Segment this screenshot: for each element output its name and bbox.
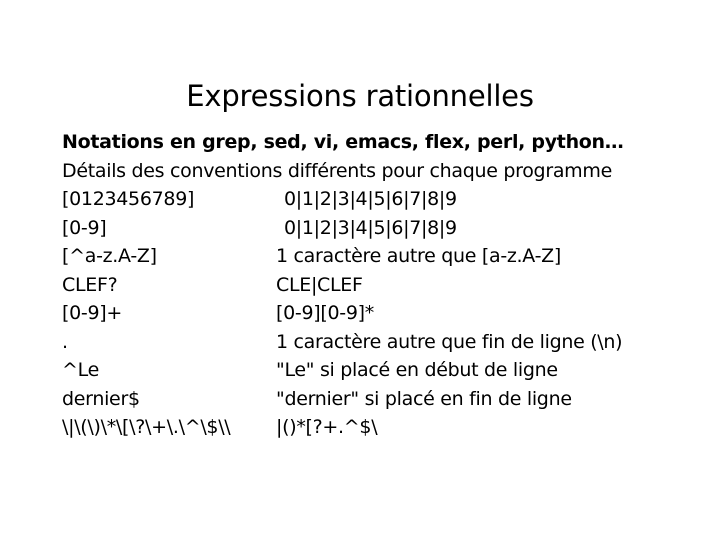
regex-pattern: \|\(\)\*\[\?\+\.\^\$\\ — [62, 416, 231, 438]
regex-pattern: . — [62, 330, 68, 353]
regex-row — [62, 328, 702, 357]
regex-pattern: [0123456789] — [62, 188, 195, 210]
slide-title: Expressions rationnelles — [186, 79, 534, 113]
subheading-line: Détails des conventions différents pour chaque programme — [62, 159, 612, 182]
regex-meaning: |()*[?+.^$\ — [276, 416, 378, 438]
regex-pattern: CLEF? — [62, 273, 118, 296]
regex-meaning: 1 caractère autre que [a-z.A-Z] — [276, 245, 561, 267]
regex-row — [62, 413, 702, 442]
regex-row — [62, 185, 702, 214]
regex-pattern: dernier$ — [62, 387, 140, 410]
regex-meaning: 0|1|2|3|4|5|6|7|8|9 — [284, 216, 457, 239]
regex-pattern: [0-9] — [62, 216, 107, 239]
regex-meaning: 1 caractère autre que fin de ligne (\n) — [276, 330, 623, 353]
regex-pattern: [0-9]+ — [62, 302, 122, 324]
regex-meaning: CLE|CLEF — [276, 273, 363, 296]
regex-meaning: [0-9][0-9]* — [276, 302, 374, 324]
regex-pattern: [^a-z.A-Z] — [62, 245, 157, 267]
slide-content — [62, 128, 702, 442]
regex-row — [62, 242, 702, 271]
regex-meaning: "dernier" si placé en fin de ligne — [276, 387, 572, 410]
regex-row — [62, 299, 702, 328]
regex-meaning: "Le" si placé en début de ligne — [276, 359, 558, 381]
regex-row — [62, 356, 702, 385]
regex-row — [62, 385, 702, 414]
regex-row — [62, 214, 702, 243]
regex-row — [62, 271, 702, 300]
regex-pattern: ^Le — [62, 359, 99, 381]
regex-meaning: 0|1|2|3|4|5|6|7|8|9 — [284, 188, 457, 210]
heading-line: Notations en grep, sed, vi, emacs, flex, perl, python… — [62, 131, 624, 153]
